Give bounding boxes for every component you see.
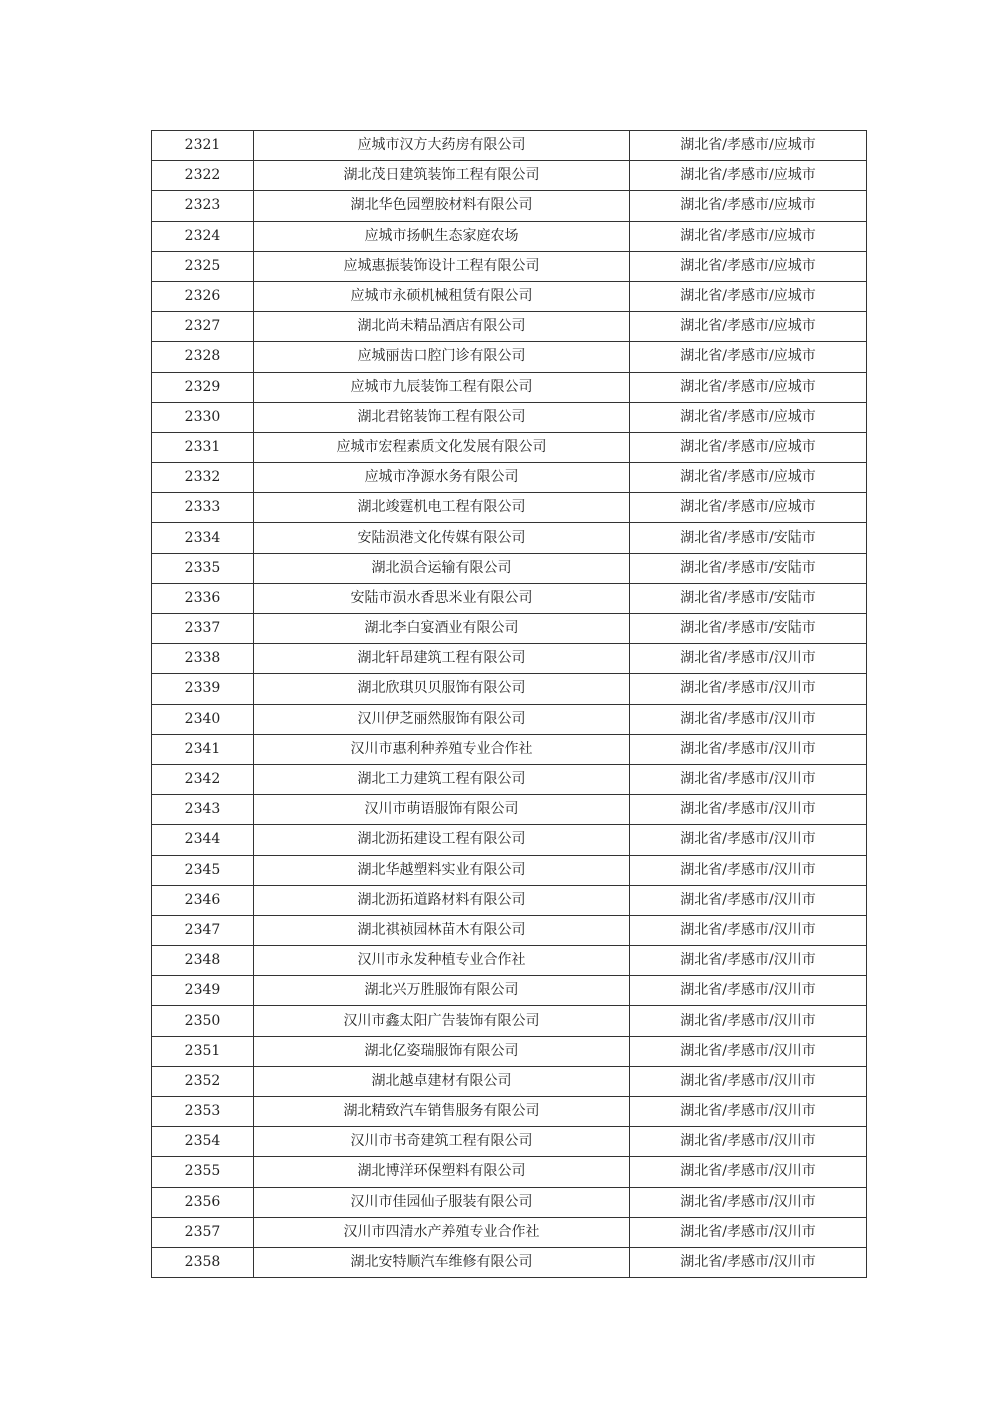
table-row — [152, 1127, 867, 1157]
company-name-cell: 湖北安特顺汽车维修有限公司 — [254, 1247, 630, 1277]
company-name-cell: 应城市九辰装饰工程有限公司 — [254, 372, 630, 402]
row-number-cell: 2347 — [152, 915, 254, 945]
table-row — [152, 281, 867, 311]
row-number-cell: 2321 — [152, 131, 254, 161]
row-number-cell: 2325 — [152, 251, 254, 281]
region-cell: 湖北省/孝感市/汉川市 — [630, 1097, 867, 1127]
company-name-cell: 应城市宏程素质文化发展有限公司 — [254, 432, 630, 462]
table-row — [152, 402, 867, 432]
company-name-cell: 汉川伊芝丽然服饰有限公司 — [254, 704, 630, 734]
table-row — [152, 342, 867, 372]
row-number-cell: 2338 — [152, 644, 254, 674]
company-name-cell: 湖北茂日建筑装饰工程有限公司 — [254, 161, 630, 191]
region-cell: 湖北省/孝感市/汉川市 — [630, 734, 867, 764]
row-number-cell: 2337 — [152, 614, 254, 644]
company-name-cell: 安陆市涢水香思米业有限公司 — [254, 583, 630, 613]
region-cell: 湖北省/孝感市/应城市 — [630, 161, 867, 191]
table-row — [152, 1247, 867, 1277]
company-name-cell: 汉川市四清水产养殖专业合作社 — [254, 1217, 630, 1247]
row-number-cell: 2327 — [152, 312, 254, 342]
table-row — [152, 1066, 867, 1096]
company-name-cell: 湖北君铭装饰工程有限公司 — [254, 402, 630, 432]
region-cell: 湖北省/孝感市/应城市 — [630, 221, 867, 251]
company-list-table — [151, 130, 867, 1278]
row-number-cell: 2326 — [152, 281, 254, 311]
table-row — [152, 795, 867, 825]
company-name-cell: 应城市扬帆生态家庭农场 — [254, 221, 630, 251]
region-cell: 湖北省/孝感市/汉川市 — [630, 855, 867, 885]
table-body — [152, 131, 867, 1278]
region-cell: 湖北省/孝感市/安陆市 — [630, 553, 867, 583]
row-number-cell: 2331 — [152, 432, 254, 462]
region-cell: 湖北省/孝感市/汉川市 — [630, 674, 867, 704]
region-cell: 湖北省/孝感市/应城市 — [630, 281, 867, 311]
company-name-cell: 汉川市萌语服饰有限公司 — [254, 795, 630, 825]
region-cell: 湖北省/孝感市/应城市 — [630, 372, 867, 402]
row-number-cell: 2351 — [152, 1036, 254, 1066]
table-row — [152, 885, 867, 915]
row-number-cell: 2357 — [152, 1217, 254, 1247]
row-number-cell: 2343 — [152, 795, 254, 825]
company-name-cell: 应城市汉方大药房有限公司 — [254, 131, 630, 161]
table-row — [152, 1097, 867, 1127]
row-number-cell: 2328 — [152, 342, 254, 372]
region-cell: 湖北省/孝感市/汉川市 — [630, 1187, 867, 1217]
company-name-cell: 应城丽齿口腔门诊有限公司 — [254, 342, 630, 372]
row-number-cell: 2333 — [152, 493, 254, 523]
company-name-cell: 湖北越卓建材有限公司 — [254, 1066, 630, 1096]
company-name-cell: 湖北祺祯园林苗木有限公司 — [254, 915, 630, 945]
row-number-cell: 2341 — [152, 734, 254, 764]
company-name-cell: 汉川市书奇建筑工程有限公司 — [254, 1127, 630, 1157]
table-row — [152, 946, 867, 976]
row-number-cell: 2339 — [152, 674, 254, 704]
row-number-cell: 2355 — [152, 1157, 254, 1187]
region-cell: 湖北省/孝感市/汉川市 — [630, 1157, 867, 1187]
region-cell: 湖北省/孝感市/汉川市 — [630, 825, 867, 855]
table-row — [152, 825, 867, 855]
row-number-cell: 2330 — [152, 402, 254, 432]
table-row — [152, 221, 867, 251]
company-name-cell: 湖北轩昂建筑工程有限公司 — [254, 644, 630, 674]
table-row — [152, 131, 867, 161]
table-row — [152, 1217, 867, 1247]
table-row — [152, 463, 867, 493]
region-cell: 湖北省/孝感市/汉川市 — [630, 976, 867, 1006]
row-number-cell: 2353 — [152, 1097, 254, 1127]
region-cell: 湖北省/孝感市/应城市 — [630, 493, 867, 523]
table-row — [152, 191, 867, 221]
company-name-cell: 湖北精致汽车销售服务有限公司 — [254, 1097, 630, 1127]
row-number-cell: 2323 — [152, 191, 254, 221]
table-row — [152, 493, 867, 523]
row-number-cell: 2342 — [152, 764, 254, 794]
table-row — [152, 251, 867, 281]
row-number-cell: 2345 — [152, 855, 254, 885]
table-row — [152, 372, 867, 402]
table-row — [152, 553, 867, 583]
table-row — [152, 674, 867, 704]
region-cell: 湖北省/孝感市/汉川市 — [630, 885, 867, 915]
table-row — [152, 614, 867, 644]
region-cell: 湖北省/孝感市/汉川市 — [630, 1127, 867, 1157]
company-name-cell: 湖北工力建筑工程有限公司 — [254, 764, 630, 794]
company-name-cell: 湖北沥拓道路材料有限公司 — [254, 885, 630, 915]
company-name-cell: 湖北竣霆机电工程有限公司 — [254, 493, 630, 523]
company-name-cell: 湖北华色园塑胶材料有限公司 — [254, 191, 630, 221]
table-row — [152, 764, 867, 794]
company-name-cell: 应城市净源水务有限公司 — [254, 463, 630, 493]
region-cell: 湖北省/孝感市/汉川市 — [630, 946, 867, 976]
row-number-cell: 2346 — [152, 885, 254, 915]
row-number-cell: 2352 — [152, 1066, 254, 1096]
region-cell: 湖北省/孝感市/汉川市 — [630, 764, 867, 794]
company-name-cell: 湖北兴万胜服饰有限公司 — [254, 976, 630, 1006]
table-row — [152, 432, 867, 462]
region-cell: 湖北省/孝感市/汉川市 — [630, 795, 867, 825]
row-number-cell: 2322 — [152, 161, 254, 191]
table-row — [152, 583, 867, 613]
row-number-cell: 2332 — [152, 463, 254, 493]
row-number-cell: 2324 — [152, 221, 254, 251]
company-name-cell: 湖北李白宴酒业有限公司 — [254, 614, 630, 644]
region-cell: 湖北省/孝感市/应城市 — [630, 342, 867, 372]
row-number-cell: 2329 — [152, 372, 254, 402]
region-cell: 湖北省/孝感市/汉川市 — [630, 1247, 867, 1277]
row-number-cell: 2349 — [152, 976, 254, 1006]
row-number-cell: 2356 — [152, 1187, 254, 1217]
company-name-cell: 湖北博洋环保塑料有限公司 — [254, 1157, 630, 1187]
company-name-cell: 湖北欣琪贝贝服饰有限公司 — [254, 674, 630, 704]
table-row — [152, 161, 867, 191]
region-cell: 湖北省/孝感市/应城市 — [630, 251, 867, 281]
table-row — [152, 734, 867, 764]
company-name-cell: 湖北华越塑料实业有限公司 — [254, 855, 630, 885]
company-name-cell: 应城市永硕机械租赁有限公司 — [254, 281, 630, 311]
region-cell: 湖北省/孝感市/应城市 — [630, 131, 867, 161]
region-cell: 湖北省/孝感市/汉川市 — [630, 1217, 867, 1247]
company-name-cell: 汉川市鑫太阳广告装饰有限公司 — [254, 1006, 630, 1036]
region-cell: 湖北省/孝感市/汉川市 — [630, 704, 867, 734]
row-number-cell: 2340 — [152, 704, 254, 734]
row-number-cell: 2344 — [152, 825, 254, 855]
company-name-cell: 湖北尚未精品酒店有限公司 — [254, 312, 630, 342]
table-row — [152, 1157, 867, 1187]
table-row — [152, 704, 867, 734]
table-row — [152, 523, 867, 553]
table-row — [152, 855, 867, 885]
region-cell: 湖北省/孝感市/安陆市 — [630, 614, 867, 644]
region-cell: 湖北省/孝感市/汉川市 — [630, 644, 867, 674]
region-cell: 湖北省/孝感市/汉川市 — [630, 915, 867, 945]
row-number-cell: 2336 — [152, 583, 254, 613]
region-cell: 湖北省/孝感市/应城市 — [630, 463, 867, 493]
company-name-cell: 汉川市惠利种养殖专业合作社 — [254, 734, 630, 764]
row-number-cell: 2350 — [152, 1006, 254, 1036]
row-number-cell: 2354 — [152, 1127, 254, 1157]
company-name-cell: 安陆涢港文化传媒有限公司 — [254, 523, 630, 553]
company-name-cell: 应城惠振装饰设计工程有限公司 — [254, 251, 630, 281]
table-row — [152, 976, 867, 1006]
company-name-cell: 汉川市佳园仙子服装有限公司 — [254, 1187, 630, 1217]
table-row — [152, 1036, 867, 1066]
region-cell: 湖北省/孝感市/安陆市 — [630, 523, 867, 553]
region-cell: 湖北省/孝感市/应城市 — [630, 402, 867, 432]
table-row — [152, 644, 867, 674]
company-name-cell: 湖北沥拓建设工程有限公司 — [254, 825, 630, 855]
region-cell: 湖北省/孝感市/汉川市 — [630, 1066, 867, 1096]
region-cell: 湖北省/孝感市/应城市 — [630, 191, 867, 221]
company-name-cell: 汉川市永发种植专业合作社 — [254, 946, 630, 976]
company-name-cell: 湖北亿姿瑞服饰有限公司 — [254, 1036, 630, 1066]
table-row — [152, 312, 867, 342]
region-cell: 湖北省/孝感市/安陆市 — [630, 583, 867, 613]
row-number-cell: 2335 — [152, 553, 254, 583]
row-number-cell: 2358 — [152, 1247, 254, 1277]
region-cell: 湖北省/孝感市/汉川市 — [630, 1006, 867, 1036]
region-cell: 湖北省/孝感市/应城市 — [630, 432, 867, 462]
row-number-cell: 2348 — [152, 946, 254, 976]
region-cell: 湖北省/孝感市/汉川市 — [630, 1036, 867, 1066]
region-cell: 湖北省/孝感市/应城市 — [630, 312, 867, 342]
table-row — [152, 915, 867, 945]
table-row — [152, 1187, 867, 1217]
row-number-cell: 2334 — [152, 523, 254, 553]
company-name-cell: 湖北涢合运输有限公司 — [254, 553, 630, 583]
table-row — [152, 1006, 867, 1036]
